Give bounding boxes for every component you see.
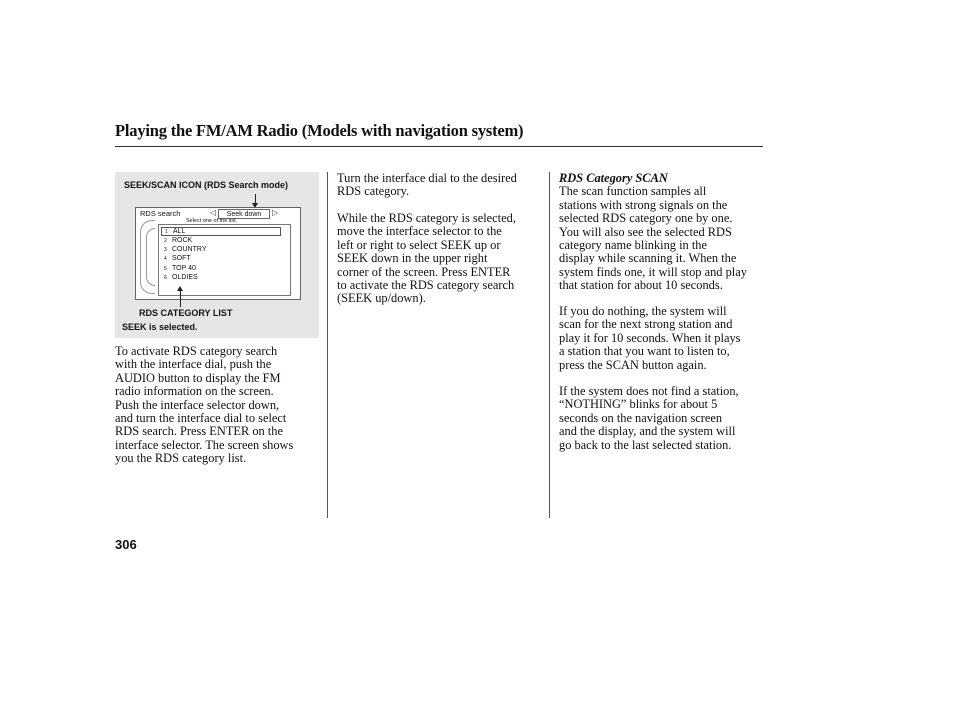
page-title: Playing the FM/AM Radio (Models with navigation system) <box>115 121 524 140</box>
list-item[interactable]: 2 ROCK <box>164 237 193 244</box>
list-item[interactable]: 5 TOP 40 <box>164 265 196 272</box>
column-divider-2 <box>549 172 550 518</box>
col3-paragraph-1: RDS Category SCAN The scan function samples all stations with strong signals on the selected RDS category one by one. You will also see the selected RDS category name blinking in the display while scanning it. When the system finds one, it will stop and play that station for about 10 seconds. <box>559 171 747 293</box>
list-item[interactable]: 4 SOFT <box>164 255 191 262</box>
col3-paragraph-3: If the system does not find a station, “NOTHING” blinks for about 5 seconds on the navigation screen and the display, and the system will go back to the last selected station. <box>559 384 739 452</box>
column-divider-1 <box>327 172 328 518</box>
rds-screen-figure <box>115 172 319 338</box>
list-prompt: Select one of the list. <box>186 218 238 224</box>
page-number: 306 <box>115 537 137 552</box>
category-list-pointer <box>180 289 181 307</box>
list-item[interactable]: 1 ALL <box>161 227 281 236</box>
screen-bezel-curve-inner <box>146 228 155 286</box>
figure-bottom-caption-1: RDS CATEGORY LIST <box>139 308 233 318</box>
figure-top-caption: SEEK/SCAN ICON (RDS Search mode) <box>124 180 289 190</box>
col2-paragraph-1: Turn the interface dial to the desired RDS category. <box>337 171 517 199</box>
rds-search-label: RDS search <box>140 209 181 218</box>
seek-right-arrow-icon: ▷ <box>272 208 279 217</box>
title-rule <box>115 146 763 147</box>
list-item[interactable]: 3 COUNTRY <box>164 246 207 253</box>
seek-left-arrow-icon: ◁ <box>210 208 217 217</box>
seek-down-button[interactable]: Seek down <box>218 209 270 219</box>
category-list-pointer-head <box>177 286 183 291</box>
list-item[interactable]: 6 OLDIES <box>164 274 198 281</box>
col2-paragraph-2: While the RDS category is selected, move the interface selector to the left or right to select SEEK up or SEEK down in the upper right corner of the screen. Press ENTER to activate the RDS category search (SEEK up/down). <box>337 211 516 306</box>
navigation-screen <box>135 207 301 300</box>
col3-paragraph-2: If you do nothing, the system will scan for the next strong station and play it for 10 seconds. When it plays a station that you want to listen to, press the SCAN button again. <box>559 304 741 372</box>
col1-paragraph: To activate RDS category search with the interface dial, push the AUDIO button to display the FM radio information on the screen. Push the interface selector down, and turn the interface dial to select RDS search. Press ENTER on the interface selector. The screen shows you the RDS category list. <box>115 344 294 466</box>
figure-bottom-caption-2: SEEK is selected. <box>122 322 198 332</box>
section-heading: RDS Category SCAN <box>559 171 668 185</box>
